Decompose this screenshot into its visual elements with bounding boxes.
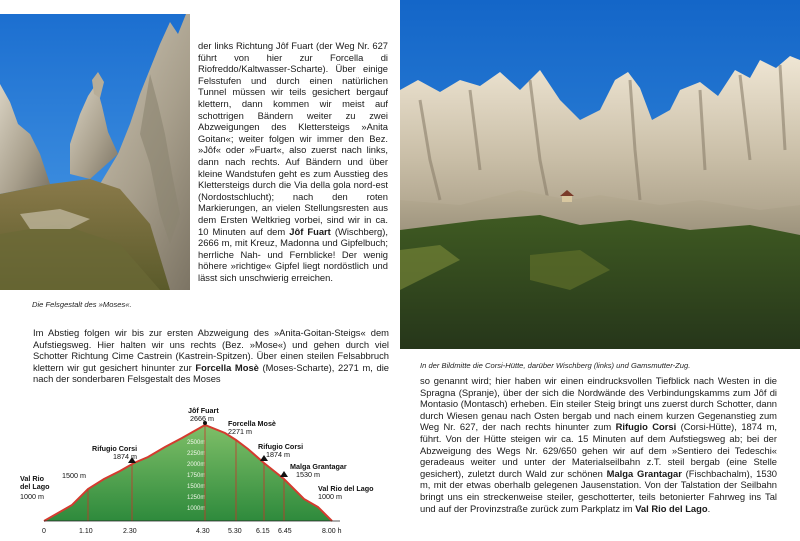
- label-val-rio-end-elev: 1000 m: [318, 492, 342, 501]
- time-4-30: 4.30: [196, 528, 210, 535]
- label-1500-elev: 1500 m: [62, 471, 86, 480]
- label-forcella-name: Forcella Mosè: [228, 419, 276, 428]
- caption-corsi: In der Bildmitte die Corsi-Hütte, darüber Wischberg (links) und Gamsmutter-Zug.: [420, 361, 691, 370]
- caption-moses: Die Felsgestalt des »Moses«.: [32, 300, 132, 309]
- wide-text-a: Im Abstieg folgen wir bis zur ersten Abzweigung des »Anita-Goitan-Steigs« dem Aufstiegsweg. Hier halten wir uns rechts (Bez. »Mose«) und gehen durch viel Schotter Richtung Cime Castrein (Kastrein-Spitzen). Über einen steilen Felsabbruch klettern wir gut gesichert hinunter zur: [33, 327, 389, 373]
- right-bold-val-rio: Val Rio del Lago: [635, 502, 708, 514]
- wide-bold-forcella: Forcella Mosè: [195, 361, 259, 373]
- y-tick-2000: 2000m: [187, 462, 206, 468]
- hut-icon-malga: [280, 471, 288, 477]
- time-1-10: 1.10: [79, 528, 93, 535]
- time-6-45: 6.45: [278, 528, 292, 535]
- time-6-15: 6.15: [256, 528, 270, 535]
- right-text-b: (Corsi-Hütte), 1874 m, führt. Von der Hütte steigen wir ca. 15 Minuten auf dem Aufstiegsweg ab; bei der Abzweigung des Wegs Nr. 629/650 gehen wir auf dem »Sentiero dei Tedeschi« geradeaus weiter und unter der Materialseilbahn z.T. steil bergab (eine Stelle gesichert), zuletzt durch Wald zur schönen: [420, 421, 777, 479]
- y-tick-1250: 1250m: [187, 495, 206, 501]
- photo-moses-image: [0, 14, 190, 290]
- time-2-30: 2.30: [123, 528, 137, 535]
- time-5-30: 5.30: [228, 528, 242, 535]
- label-malga-elev: 1530 m: [296, 470, 320, 479]
- time-axis: [42, 528, 342, 535]
- photo-corsi-image: [400, 0, 800, 349]
- narrow-bold-jof-fuart: Jôf Fuart: [289, 225, 331, 237]
- elevation-profile-svg: [0, 395, 400, 541]
- photo-moses-rock: [0, 14, 190, 290]
- right-bold-malga: Malga Grantagar: [606, 467, 682, 479]
- label-val-rio-start-name: [20, 474, 50, 491]
- label-corsi-1-name: Rifugio Corsi: [92, 444, 138, 453]
- label-val-rio-start-2: del Lago: [20, 482, 50, 491]
- time-8-00: 8.00 h: [322, 528, 342, 535]
- label-val-rio-start-1: Val Rio: [20, 474, 44, 483]
- narrow-text-b: (Wischberg), 2666 m, mit Kreuz, Madonna und Gipfelbuch; herrliche Nah- und Fernblicke! Der wenig höhere »richtige« Gipfel liegt nordöstlich und lässt sich unschwierig erreichen.: [198, 225, 388, 283]
- label-jof-name: Jôf Fuart: [188, 406, 219, 415]
- text-narrow-column: [198, 40, 388, 283]
- y-tick-1750: 1750m: [187, 473, 206, 479]
- label-corsi-2-name: Rifugio Corsi: [258, 442, 304, 451]
- y-tick-1000: 1000m: [187, 506, 206, 512]
- right-text-a: so genannt wird; hier haben wir einen eindrucksvollen Tiefblick nach Westen in die Spragna (Spranje), über der sich die Nordwände des Verbindungskamms zum Jôf di Montasio (Montasch) erheben. Ein steiler Steig bringt uns zuerst durch Schotter, dann durch Wiesen genau nach Osten bergab und nach einem kurzen Gegenanstieg zum Weg Nr. 627, der nach rechts hinunter zum: [420, 375, 777, 433]
- label-forcella-elev: 2271 m: [228, 427, 252, 436]
- label-val-rio-start-elev: 1000 m: [20, 492, 44, 501]
- text-wide-left: [33, 327, 389, 385]
- label-corsi-2-elev: 1874 m: [266, 450, 290, 459]
- label-val-rio-end-name: Val Rio del Lago: [318, 484, 374, 493]
- time-0: 0: [42, 528, 46, 535]
- elevation-profile: [0, 395, 400, 541]
- label-malga-name: Malga Grantagar: [290, 462, 347, 471]
- text-right-column: [420, 375, 777, 514]
- right-text-c: (Fischbachalm), 1530 m, mit der etwas oberhalb gelegenen Jausenstation. Von der Talstation der Seilbahn bringt uns ein streckenweise steiler, geschotterter, teils betonierter Fahrweg ins Tal und auf der Provinzstraße zurück zum Parkplatz im: [420, 467, 778, 514]
- photo-corsi-hut: [400, 0, 800, 349]
- narrow-text-a: der links Richtung Jôf Fuart (der Weg Nr. 627 führt von hier zur Forcella di Riofreddo/Kaltwasser-Scharte). Über einige Felsstufen und durch einen natürlichen Tunnel müssen wir teils gesichert bergauf klettern, dann kommen wir meist auf schottrigen Bändern weiter zu zwei Abzweigungen des Klettersteigs »Anita Goitan«; weiter folgen wir immer den Bez. »Jôf« oder »Fuart«, also zuerst nach links, dann nach rechts. Auf Bändern und über kleine Wandstufen geht es zum Ausstieg des Klettersteigs durch die Via della gola nord-est (Nordostschlucht); nach den roten Markierungen, an vielen Stellungsresten aus dem Ersten Weltkrieg vorbei, sind wir in ca. 10 Minuten auf dem: [198, 40, 388, 237]
- y-tick-1500: 1500m: [187, 484, 206, 490]
- label-jof-elev: 2666 m: [190, 414, 214, 423]
- y-tick-2250: 2250m: [187, 451, 206, 457]
- right-bold-rifugio-corsi: Rifugio Corsi: [615, 421, 677, 433]
- wide-text-b: (Moses-Scharte), 2271 m, die nach der sonderbaren Felsgestalt des Moses: [33, 361, 389, 385]
- label-corsi-1-elev: 1874 m: [113, 452, 137, 461]
- right-text-d: .: [707, 502, 711, 514]
- y-tick-2500: 2500m: [187, 440, 206, 446]
